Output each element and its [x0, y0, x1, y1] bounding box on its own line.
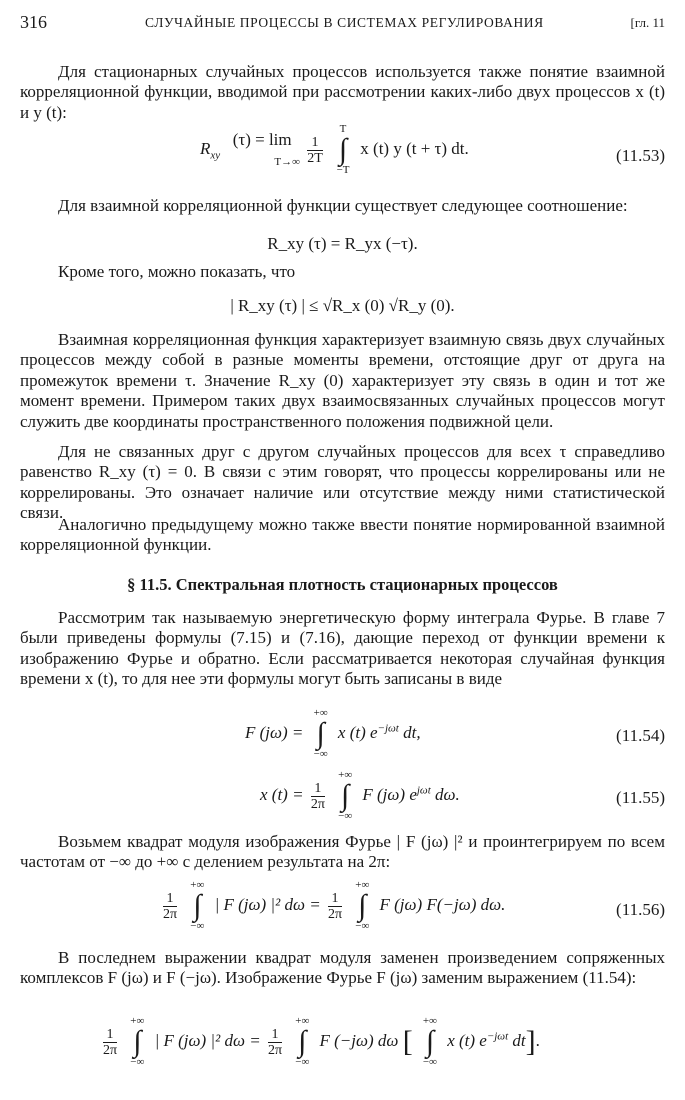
eq6-frac-den-right: 2π	[327, 906, 343, 922]
eq7-integral-inner: +∞ ∫ −∞	[419, 1016, 441, 1068]
eq6-lower-left: −∞	[190, 920, 205, 932]
paragraph-uncorrelated: Для не связанных друг с другом случайных процессов для всех τ справедливо равенство R_xy (τ) = 0. В связи с этим говорят, что процессы коррелированы или не коррелированы. Это означает наличие или отсутствие между ними статистической связи.	[20, 442, 665, 523]
eq7-lower-inner: −∞	[422, 1056, 437, 1068]
eq1-frac	[307, 135, 323, 166]
paragraph-intro: Для стационарных случайных процессов используется также понятие взаимной корреляционной функции, вводимой при рассмотрении каких-либо двух процессов x (t) и y (t):	[20, 62, 665, 122]
eq5-upper: +∞	[338, 769, 353, 781]
page-number: 316	[20, 12, 47, 32]
eq6-frac-right	[328, 891, 342, 922]
eq5-exp: jωt	[416, 784, 431, 797]
eq3-text: | R_xy (τ) | ≤ √R_x (0) √R_y (0).	[230, 296, 455, 315]
eq1-number: (11.53)	[616, 146, 665, 165]
eq7-tail: dt	[512, 1030, 526, 1050]
eq5-integrand: F (jω) e	[362, 784, 417, 804]
eq5-tail: dω.	[435, 784, 460, 804]
eq7-upper-mid: +∞	[295, 1015, 310, 1027]
eq4-integrand: x (t) e	[337, 722, 378, 742]
eq6-lower-right: −∞	[355, 920, 370, 932]
eq7-left: | F (jω) |² dω =	[154, 1030, 261, 1050]
eq4-tail: dt,	[403, 722, 421, 742]
equation-symmetry	[20, 234, 665, 258]
eq1-lhs: R	[200, 138, 211, 158]
section-title: § 11.5. Спектральная плотность стационарных процессов	[127, 575, 558, 594]
eq6-integral-right: +∞ ∫ −∞	[351, 880, 373, 932]
eq6-frac-den-left: 2π	[163, 906, 178, 922]
equation-inequality	[20, 296, 665, 320]
eq5-frac	[311, 781, 325, 812]
eq1-lim-under: T→∞	[274, 156, 300, 168]
eq2-text: R_xy (τ) = R_yx (−τ).	[267, 234, 418, 253]
equation-11-54	[20, 708, 665, 764]
paragraph-mutual-correlation: Взаимная корреляционная функция характеризует взаимную связь двух случайных процессов между собой в разные моменты времени, отстоящие друг от друга на промежуток времени τ. Значение R_xy (0) характеризует эту связь в один и тот же момент времени. Примером таких двух взаимосвязанных случайных процессов могут служить две координаты пространственного положения подвижной цели.	[20, 330, 665, 431]
chapter-label: [гл. 11	[630, 15, 665, 30]
paragraph-modulus: Возьмем квадрат модуля изображения Фурье | F (jω) |² и проинтегрируем по всем частотам от −∞ до +∞ с делением результата на 2π:	[20, 832, 665, 872]
eq7-frac-num-left: 1	[103, 1027, 117, 1043]
eq1-frac-num: 1	[307, 135, 323, 151]
eq4-integral: +∞ ∫ −∞	[310, 708, 332, 760]
equation-11-53	[20, 124, 665, 194]
eq5-lower: −∞	[338, 810, 353, 822]
eq4-number: (11.54)	[616, 726, 665, 745]
equation-substitution: $\frac{1}{2\pi}$ +∞ ∫ −∞ | F (jω) |² dω = $\frac{1}{2\pi}$ +∞ ∫ −∞ F (−jω) dω [ +∞ ∫ −∞ x (t) $e^{-j\omega t}$ dt].	[103, 1015, 540, 1068]
eq4-lower: −∞	[313, 748, 328, 760]
eq6-frac-num-right: 1	[328, 891, 342, 907]
eq6-left: | F (jω) |² dω =	[214, 894, 321, 914]
eq5-frac-num: 1	[311, 781, 325, 797]
equation-11-56	[20, 880, 665, 940]
eq5-number: (11.55)	[616, 788, 665, 807]
equation-11-55	[20, 770, 665, 826]
paragraph-relation: Для взаимной корреляционной функции существует следующее соотношение:	[58, 196, 628, 215]
eq4-upper: +∞	[313, 707, 328, 719]
eq6-frac-num-left: 1	[163, 891, 177, 907]
eq7-frac-right	[268, 1027, 282, 1058]
eq1-integrand: x (t) y (t + τ) dt.	[360, 138, 469, 158]
paragraph-moreover: Кроме того, можно показать, что	[58, 262, 296, 281]
eq5-frac-den: 2π	[310, 796, 325, 812]
eq6-upper-right: +∞	[355, 879, 370, 891]
eq6-upper-left: +∞	[190, 879, 205, 891]
eq1-upper: T	[339, 123, 347, 135]
eq1-frac-den: 2T	[307, 150, 323, 166]
eq7-frac-left	[103, 1027, 117, 1058]
eq1-integral: T ∫ −T	[332, 124, 354, 176]
eq7-mid: F (−jω) dω	[319, 1030, 399, 1050]
paragraph-fourier: Рассмотрим так называемую энергетическую форму интеграла Фурье. В главе 7 были приведены формулы (7.15) и (7.16), дающие переход от функции времени к изображению Фурье и обратно. Если рассматривается некоторая случайная функция времени x (t), то для нее эти формулы могут быть записаны в виде	[20, 608, 665, 689]
eq6-frac-left	[163, 891, 177, 922]
eq1-lower: −T	[336, 164, 350, 176]
eq7-frac-den-left: 2π	[103, 1042, 118, 1058]
eq1-lim: (τ) = lim	[232, 130, 292, 149]
eq7-end: .	[535, 1030, 540, 1050]
paragraph-conjugate: В последнем выражении квадрат модуля заменен произведением сопряженных комплексов F (jω) и F (−jω). Изображение Фурье F (jω) заменим выражением (11.54):	[20, 948, 665, 988]
eq6-right: F (jω) F(−jω) dω.	[379, 894, 506, 914]
eq7-inner: x (t) e	[447, 1030, 487, 1050]
eq7-integral-left: +∞ ∫ −∞	[126, 1016, 148, 1068]
eq6-number: (11.56)	[616, 900, 665, 919]
eq4-exp: −jωt	[377, 722, 399, 735]
eq5-lhs: x (t) =	[260, 784, 304, 804]
paragraph-normalized: Аналогично предыдущему можно также ввести понятие нормированной взаимной корреляционной функции.	[20, 515, 665, 555]
eq7-frac-num-right: 1	[268, 1027, 282, 1043]
eq1-sub: xy	[210, 149, 221, 162]
eq7-upper-inner: +∞	[422, 1015, 437, 1027]
eq5-integral: +∞ ∫ −∞	[334, 770, 356, 822]
eq4-lhs: F (jω) =	[245, 722, 304, 742]
eq7-exp: −jωt	[486, 1030, 509, 1043]
page-header	[20, 12, 665, 36]
eq7-integral-mid: +∞ ∫ −∞	[291, 1016, 313, 1068]
eq7-lower-left: −∞	[130, 1056, 145, 1068]
eq7-upper-left: +∞	[130, 1015, 145, 1027]
eq7-frac-den-right: 2π	[267, 1042, 283, 1058]
running-title: СЛУЧАЙНЫЕ ПРОЦЕССЫ В СИСТЕМАХ РЕГУЛИРОВАНИЯ	[145, 15, 544, 30]
eq6-integral-left: +∞ ∫ −∞	[186, 880, 208, 932]
eq7-lower-mid: −∞	[295, 1056, 310, 1068]
